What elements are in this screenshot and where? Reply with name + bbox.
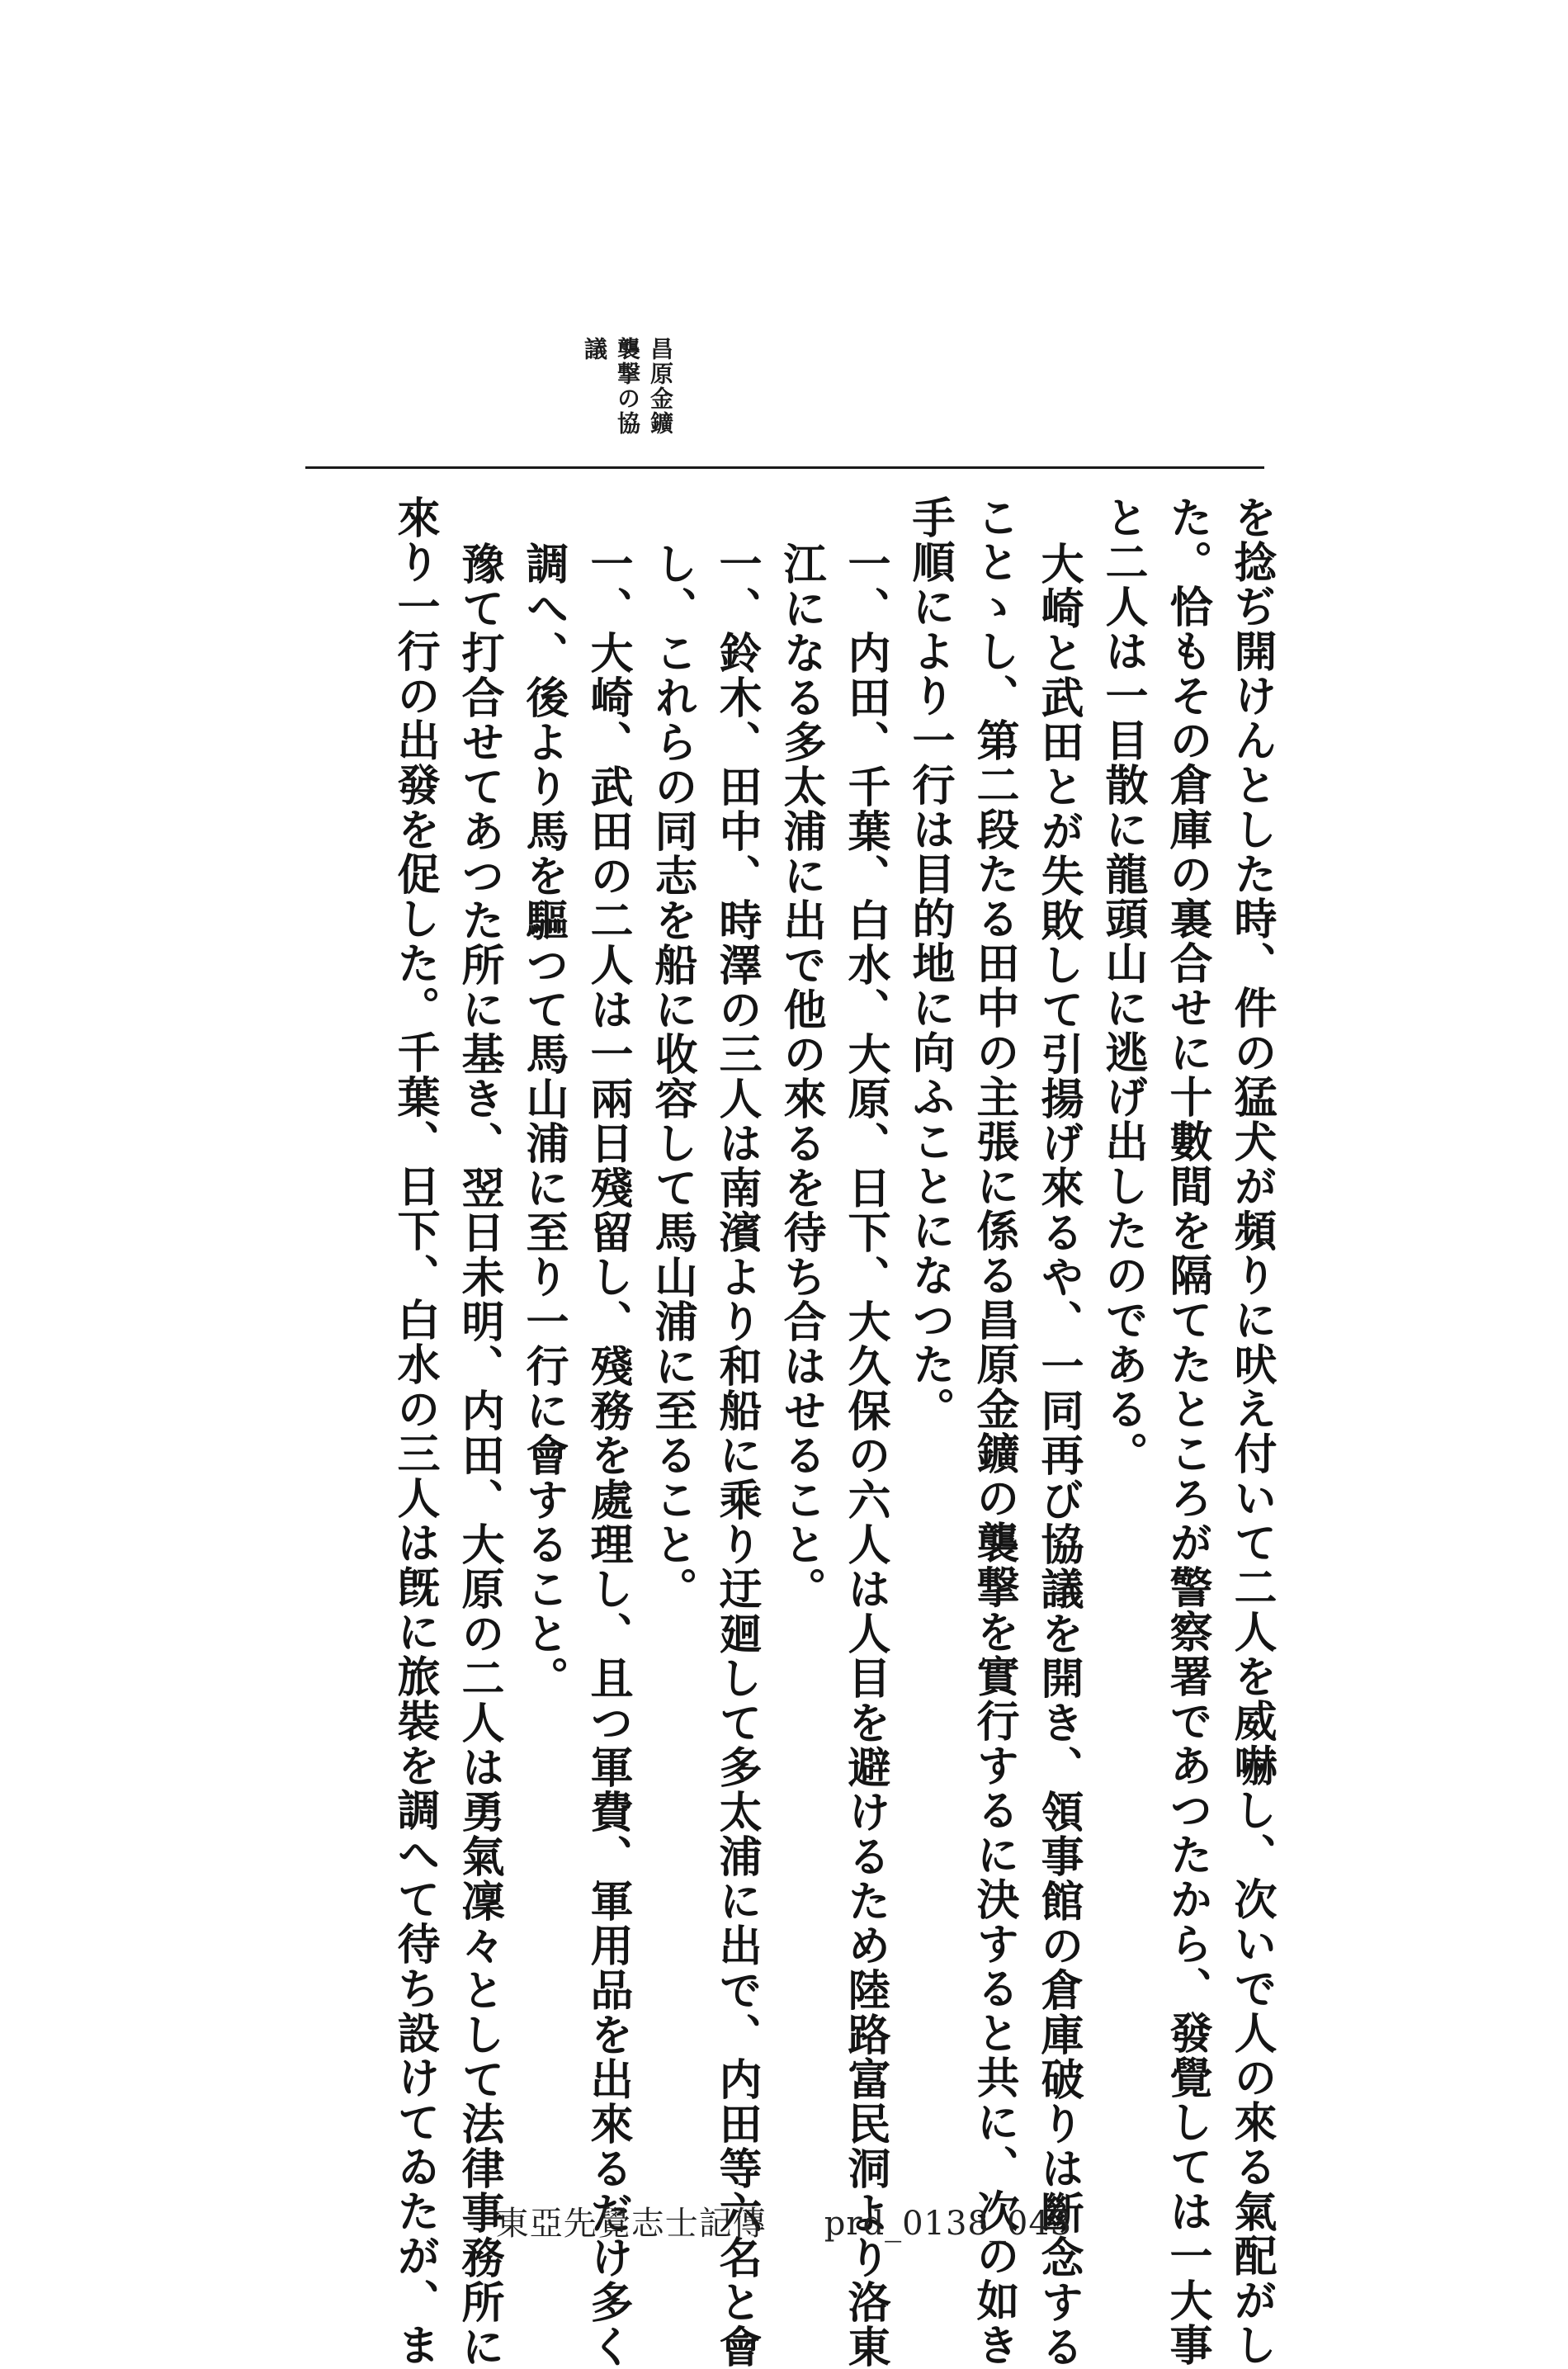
text-column-2: た。恰もその倉庫の裏合せに十數間を隔てたところが警察署であつたから、發覺しては一大事 xyxy=(1162,495,1211,2367)
text-column-6: 手順により一行は目的地に向ふことになつた。 xyxy=(904,495,954,1431)
text-column-3: と二人は一目散に龍頭山に逃げ出したのである。 xyxy=(1098,495,1147,1476)
text-column-10: し、これらの同志を船に收容して馬山浦に至ること。 xyxy=(647,541,697,1611)
footer-page-id: prd_0138_043 xyxy=(824,2205,1073,2243)
footer-book-title: 東亞先覺志士記傳 xyxy=(495,2205,767,2243)
text-column-4: 大崎と武田とが失敗して引揚げ來るや、一同再び協議を開き、領事館の倉庫破りは斷念する xyxy=(1033,541,1083,2369)
text-column-13: 豫て打合せてあつた所に基き、翌日未明、内田、大原の二人は勇氣凜々として法律事務所に xyxy=(454,541,503,2369)
margin-note-line-1: 昌原金鑛 xyxy=(647,337,674,436)
page-footer xyxy=(0,2197,1568,2244)
text-column-9: 一、鈴木、田中、時澤の三人は南濱より和船に乘り迂廻して多太浦に出で、内田等六名と會 xyxy=(711,541,761,2369)
text-column-8: 江になる多太浦に出で他の來るを待ち合はせること。 xyxy=(776,541,825,1611)
text-column-14: 來り一行の出發を促した。千葉、日下、白水の三人は旣に旅裝を調へて待ち設けてゐたが、ま xyxy=(390,495,439,2367)
text-column-1: を捻ぢ開けんとした時、件の猛犬が頻りに吠え付いて二人を威嚇し、次いで人の來る氣配がし xyxy=(1226,495,1276,2367)
margin-heading-note xyxy=(582,337,673,469)
text-column-12: 調へ、後より馬を驅つて馬山浦に至り一行に會すること。 xyxy=(518,541,568,1700)
margin-note-line-2: 襲撃の協 xyxy=(614,337,641,436)
text-column-11: 一、大崎、武田の二人は一兩日殘留し、殘務を處理し、且つ軍費、軍用品を出來るだけ多く xyxy=(583,541,632,2369)
text-column-5: ことゝし、第二段たる田中の主張に係る昌原金鑛の襲撃を實行するに決すると共に、次の如き xyxy=(969,495,1018,2367)
header-divider-rule xyxy=(305,466,1264,469)
text-column-7: 一、内田、千葉、白水、大原、日下、大久保の六人は人目を避けるため陸路富民洞より洛東 xyxy=(840,541,890,2369)
margin-note-line-3: 議 xyxy=(581,337,608,362)
